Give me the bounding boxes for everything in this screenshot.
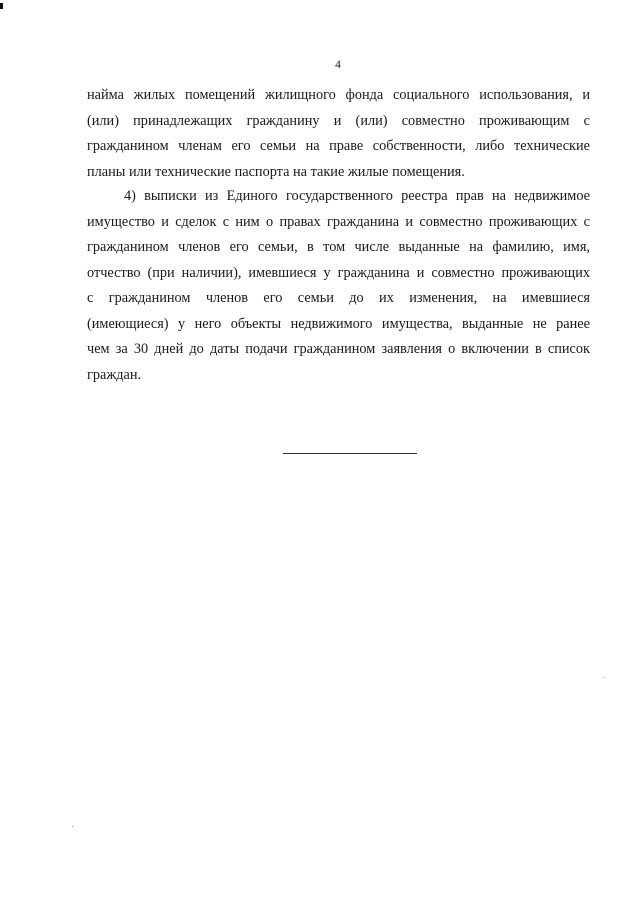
text-line: отчество (при наличии), имевшиеся у гражданина и совместно проживающих [87,264,590,281]
scan-speck [72,826,73,827]
paragraph-item-4 [87,184,590,388]
scan-speck [604,677,605,678]
text-line: найма жилых помещений жилищного фонда социального использования, и [87,87,590,103]
text-line: с гражданином членов его семьи до их изменения, на имевшиеся [87,290,590,306]
text-line: граждан. [87,366,142,383]
text-line: планы или технические паспорта на такие жилые помещения. [87,163,465,180]
scan-corner-mark [0,3,3,9]
text-line: 4) выписки из Единого государственного реестра прав на недвижимое [124,188,590,204]
text-line: имущество и сделок с ним о правах гражданина и совместно проживающих с [87,213,590,230]
text-line: чем за 30 дней до даты подачи гражданином заявления о включении в список [87,341,590,357]
text-line: гражданином членов его семьи, в том числе выданные на фамилию, имя, [87,239,590,255]
paragraph-continuation [87,83,590,185]
end-separator-line [283,453,417,454]
page-number: 4 [335,59,341,71]
text-line: (имеющиеся) у него объекты недвижимого имущества, выданные не ранее [87,315,590,332]
text-line: гражданином членам его семьи на праве собственности, либо технические [87,138,590,154]
text-line: (или) принадлежащих гражданину и (или) совместно проживающим с [87,112,590,129]
